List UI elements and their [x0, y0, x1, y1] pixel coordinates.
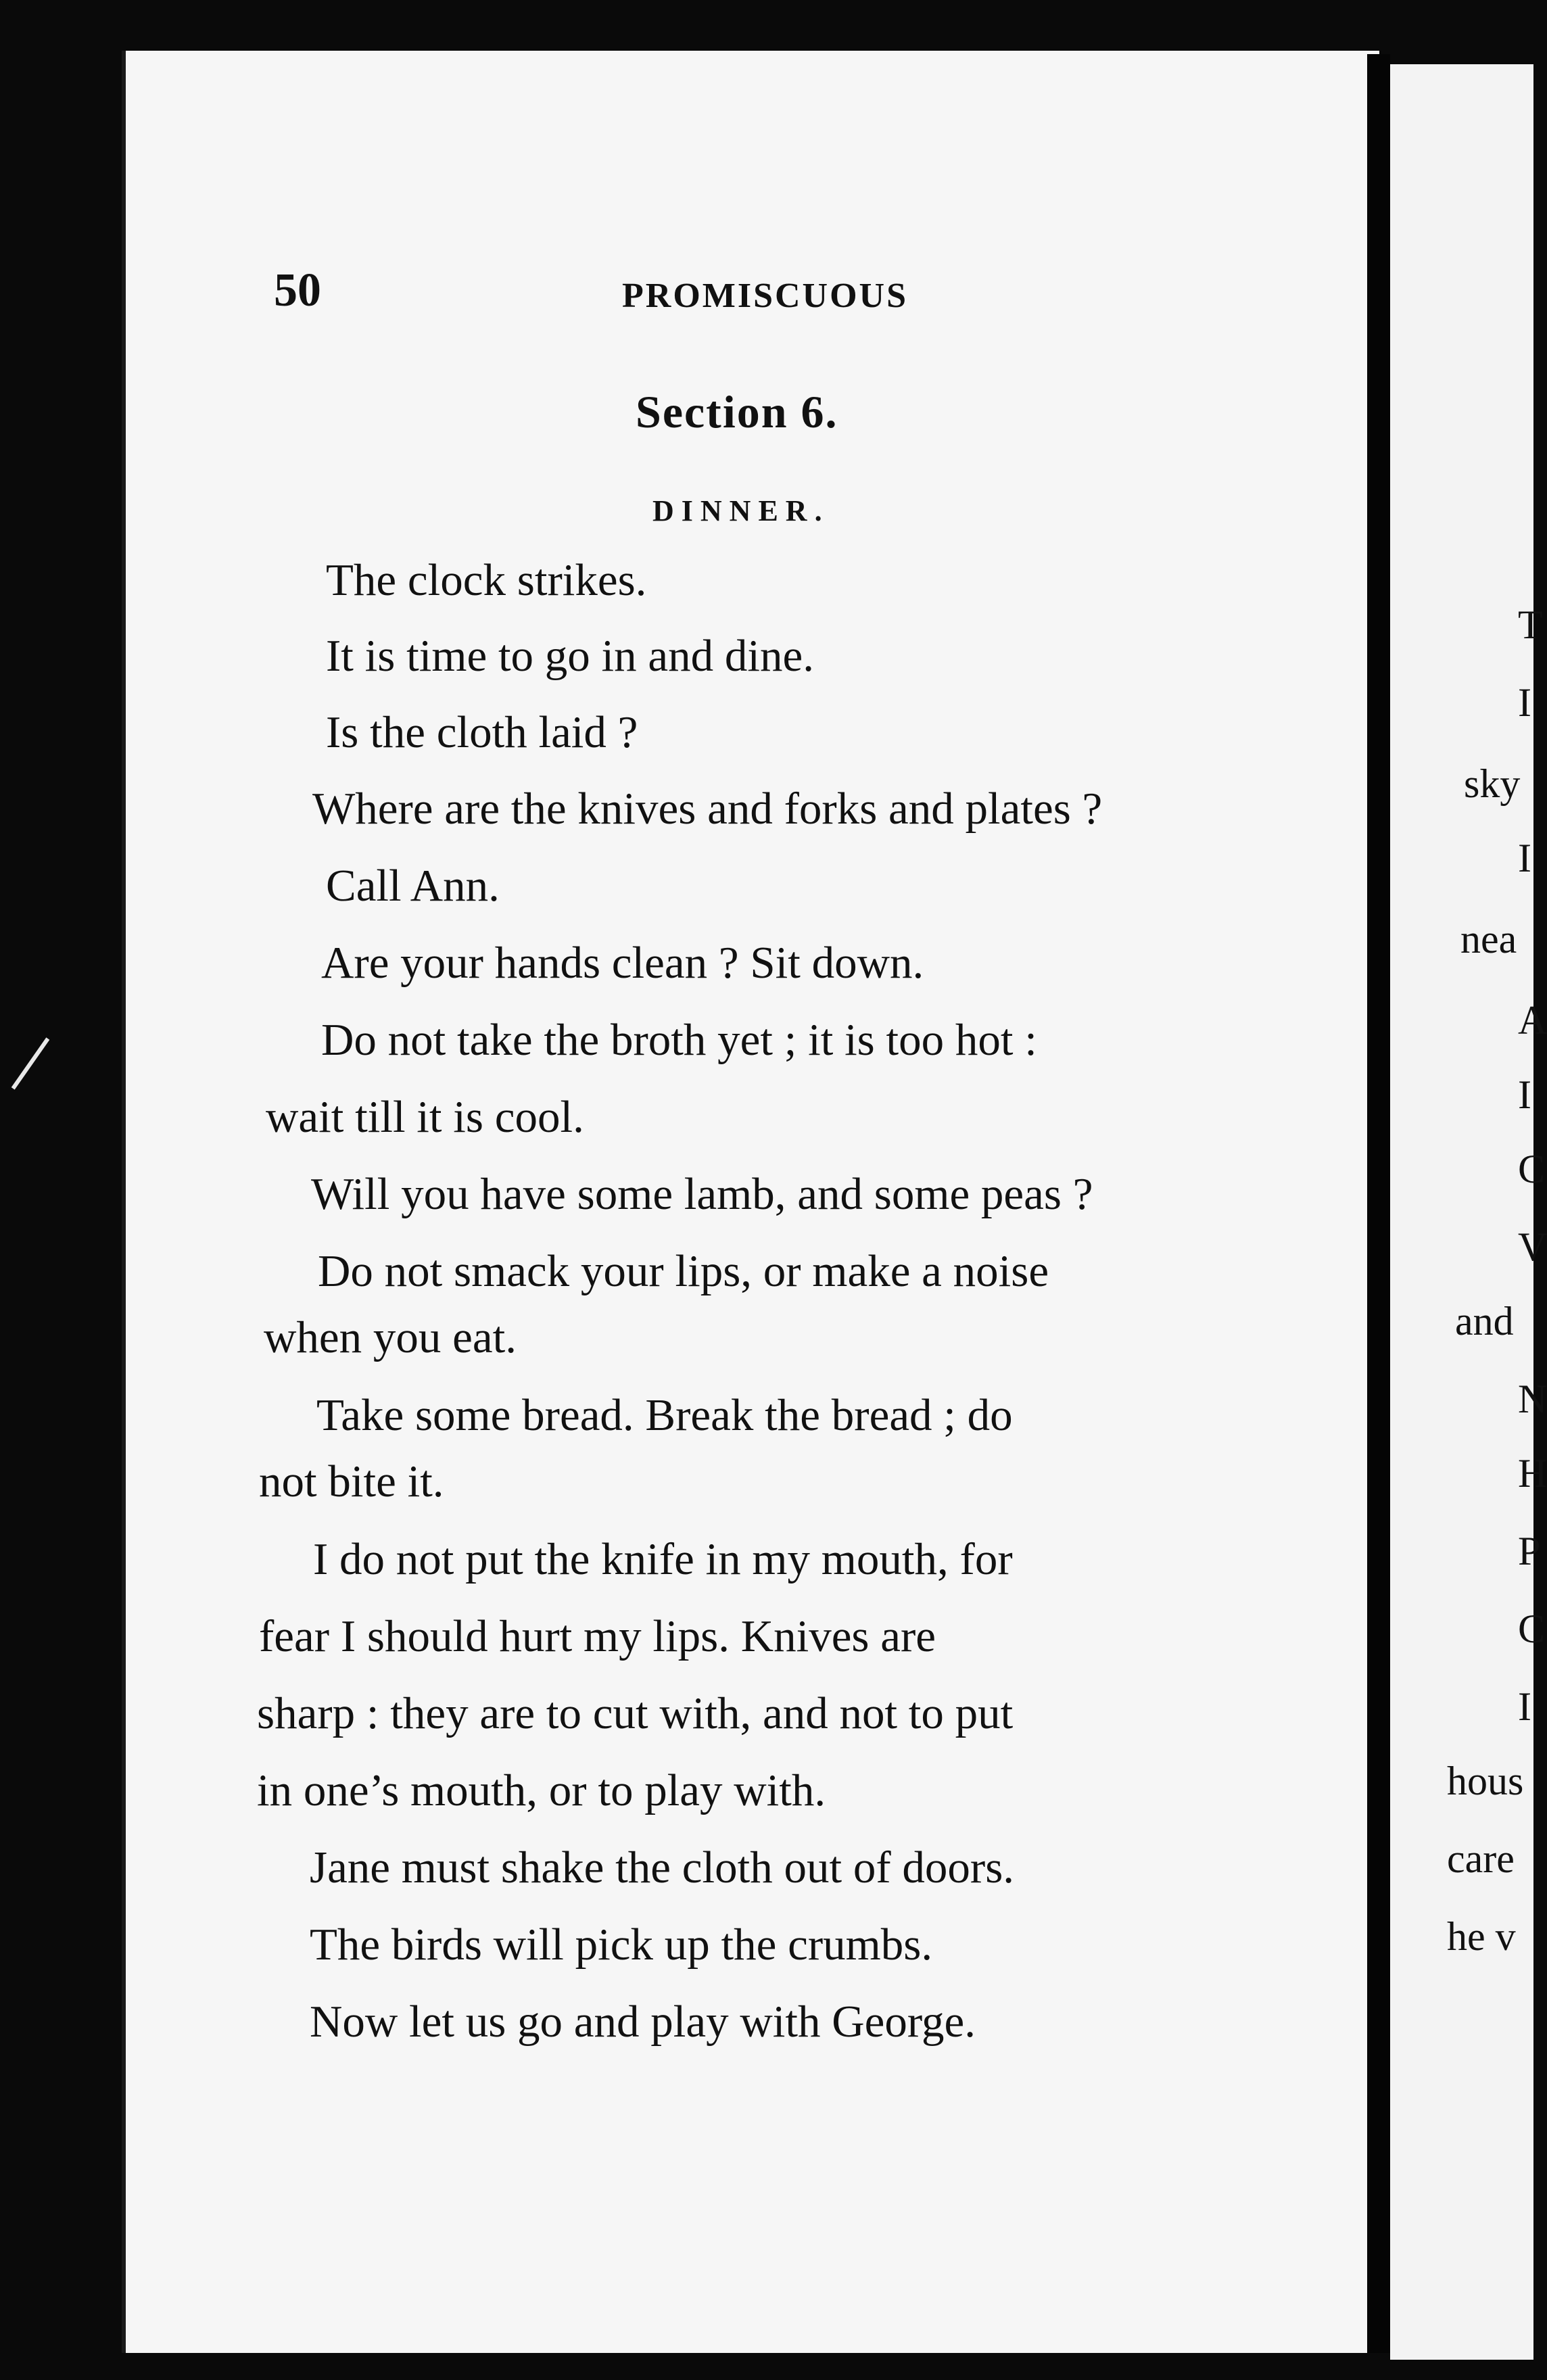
right-page-fragment: hous	[1447, 1759, 1524, 1803]
text-line: Take some bread. Break the bread ; do	[316, 1390, 1013, 1440]
text-line: Where are the knives and forks and plates ?	[312, 784, 1103, 834]
text-line: Do not take the broth yet ; it is too hot :	[321, 1015, 1037, 1065]
right-page-fragment: nea	[1460, 917, 1517, 961]
right-page-fragment: T	[1518, 602, 1543, 647]
right-page-fragment: I	[1518, 1684, 1531, 1729]
text-line: Now let us go and play with George.	[310, 1997, 976, 2047]
running-head: PROMISCUOUS	[622, 277, 909, 315]
text-line: Will you have some lamb, and some peas ?	[311, 1169, 1093, 1219]
text-line: in one’s mouth, or to play with.	[257, 1765, 826, 1815]
right-page	[1390, 64, 1533, 2360]
text-line: Do not smack your lips, or make a noise	[318, 1246, 1049, 1296]
text-line: sharp : they are to cut with, and not to put	[257, 1688, 1014, 1738]
text-line: Jane must shake the cloth out of doors.	[310, 1842, 1015, 1893]
text-line: wait till it is cool.	[266, 1092, 584, 1142]
section-subtitle: DINNER.	[652, 494, 830, 527]
right-page-fragment: A	[1518, 998, 1547, 1043]
right-page-fragment: he v	[1447, 1914, 1516, 1959]
page-number: 50	[274, 264, 321, 316]
section-title: Section 6.	[636, 386, 838, 437]
text-line: Are your hands clean ? Sit down.	[321, 938, 924, 988]
right-page-fragment: C	[1518, 1606, 1546, 1651]
right-page-fragment: H	[1518, 1451, 1547, 1496]
page-header	[274, 264, 1288, 325]
right-page-fragment: C	[1518, 1147, 1546, 1191]
right-page-fragment: V	[1518, 1224, 1547, 1269]
right-page-fragment: I	[1518, 836, 1531, 880]
right-page-fragment: P	[1518, 1529, 1541, 1573]
book-gutter	[1367, 54, 1390, 2353]
right-page-fragment: and	[1455, 1299, 1514, 1343]
text-line: fear I should hurt my lips. Knives are	[259, 1611, 936, 1661]
right-page-fragment: sky	[1464, 761, 1521, 806]
text-line: It is time to go in and dine.	[326, 631, 815, 681]
edge-mark	[11, 1037, 50, 1089]
text-line: The clock strikes.	[326, 555, 647, 605]
right-page-fragment: I	[1518, 680, 1531, 725]
right-page-fragment: I	[1518, 1072, 1531, 1117]
text-line: The birds will pick up the crumbs.	[310, 1920, 933, 1970]
text-line: I do not put the knife in my mouth, for	[313, 1534, 1013, 1584]
right-page-fragment: care	[1447, 1836, 1515, 1881]
text-line: Is the cloth laid ?	[326, 707, 638, 757]
right-page-fragment: N	[1518, 1377, 1547, 1421]
text-line: Call Ann.	[326, 861, 500, 911]
text-line: when you eat.	[264, 1312, 517, 1362]
text-line: not bite it.	[259, 1456, 444, 1506]
